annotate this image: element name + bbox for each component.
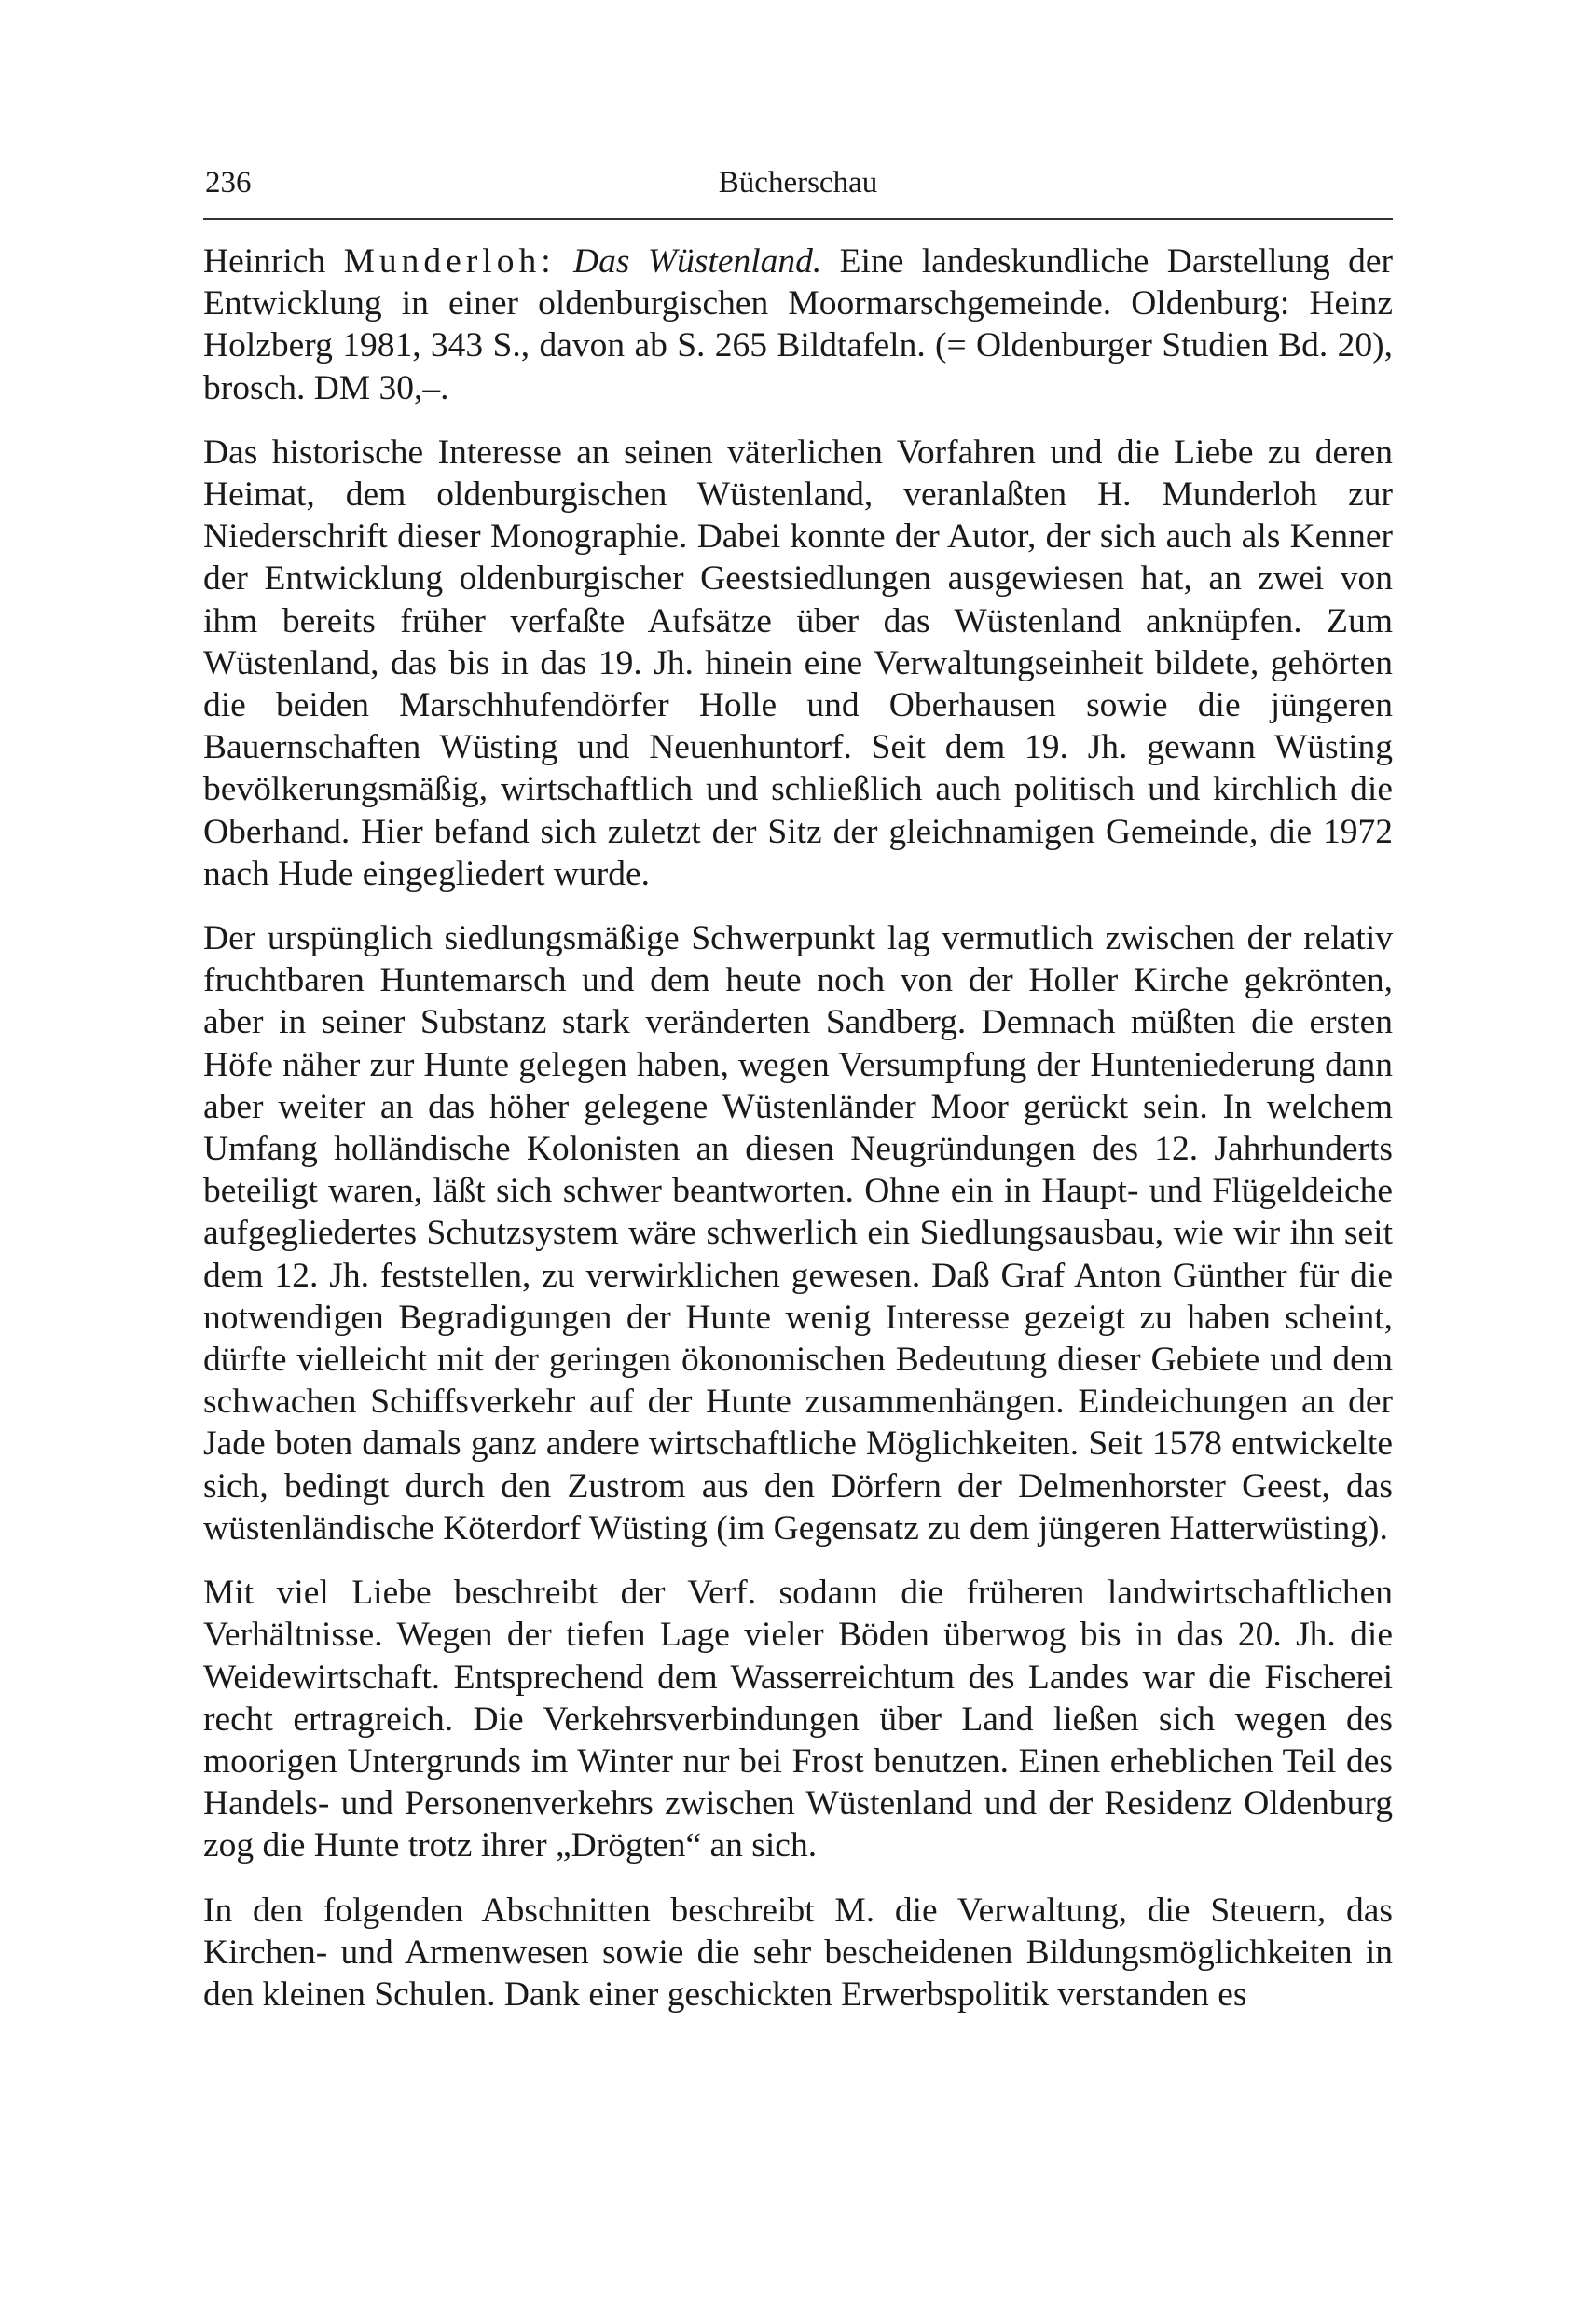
paragraph-3: Mit viel Liebe beschreibt der Verf. sodann die früheren landwirtschaftlichen Verhältnisse. Wegen der tiefen Lage vieler Böden überwog bis in das 20. Jh. die Weidewirtschaft. Entsprechend dem Wasserreichtum des Landes war die Fischerei recht ertragreich. Die Verkehrsverbindungen über Land ließen sich wegen des moorigen Untergrunds im Winter nur bei Frost benutzen. Einen erheblichen Teil des Handels- und Personenverkehrs zwischen Wüstenland und der Residenz Oldenburg zog die Hunte trotz ihrer „Drögten“ an sich. (203, 1574, 1393, 1865)
review-body (203, 241, 1393, 2016)
running-head (203, 158, 1393, 207)
header-rule (203, 218, 1393, 220)
paragraph-2: Der urspünglich siedlungsmäßige Schwerpunkt lag vermutlich zwischen der relativ fruchtbaren Huntemarsch und dem heute noch von der Holler Kirche gekrönten, aber in seiner Substanz stark veränderten Sandberg. Demnach müßten die ersten Höfe näher zur Hunte gelegen haben, wegen Versumpfung der Hunteniederung dann aber weiter an das höher gelegene Wüstenländer Moor gerückt sein. In welchem Umfang holländische Kolonisten an diesen Neugründungen des 12. Jahrhunderts beteiligt waren, läßt sich schwer beantworten. Ohne ein in Haupt- und Flügeldeiche aufgegliedertes Schutzsystem wäre schwerlich ein Siedlungsausbau, wie wir ihn seit dem 12. Jh. feststellen, zu verwirklichen gewesen. Daß Graf Anton Günther für die notwendigen Begradigungen der Hunte wenig Interesse gezeigt zu haben scheint, dürfte vielleicht mit der geringen ökonomischen Bedeutung dieser Gebiete und dem schwachen Schiffsverkehr auf der Hunte zusammenhängen. Eindeichungen an der Jade boten damals ganz andere wirtschaftliche Möglichkeiten. Seit 1578 entwickelte sich, bedingt durch den Zustrom aus den Dörfern der Delmenhorster Geest, das wüstenländische Köterdorf Wüsting (im Gegensatz zu dem jüngeren Hatterwüsting). (203, 919, 1393, 1548)
page-number: 236 (205, 166, 252, 200)
citation-details: Eine landeskundliche Darstellung der Entwicklung in einer oldenburgischen Moormarschgemeinde. Oldenburg: Heinz Holzberg 1981, 343 S., davon ab S. 265 Bildtafeln. (= Oldenburger Studien Bd. 20), brosch. DM 30,–. (203, 242, 1393, 407)
author-last-name: Munderloh: (343, 242, 556, 281)
paragraph-1: Das historische Interesse an seinen väterlichen Vorfahren und die Liebe zu deren Heimat, dem oldenburgischen Wüstenland, veranlaßten H. Munderloh zur Niederschrift dieser Monographie. Dabei konnte der Autor, der sich auch als Kenner der Entwicklung oldenburgischer Geestsiedlungen ausgewiesen hat, an zwei von ihm bereits früher verfaßte Aufsätze über das Wüstenland anknüpfen. Zum Wüstenland, das bis in das 19. Jh. hinein eine Verwaltungseinheit bildete, gehörten die beiden Marschhufendörfer Holle und Oberhausen sowie die jüngeren Bauernschaften Wüsting und Neuenhuntorf. Seit dem 19. Jh. gewann Wüsting bevölkerungsmäßig, wirtschaftlich und schließlich auch politisch und kirchlich die Oberhand. Hier befand sich zuletzt der Sitz der gleichnamigen Gemeinde, die 1972 nach Hude eingegliedert wurde. (203, 433, 1393, 893)
author-first-name: Heinrich (203, 242, 326, 281)
section-title: Bücherschau (718, 166, 878, 200)
book-title: Das Wüstenland. (573, 242, 822, 281)
citation (203, 241, 1393, 409)
paragraph-4: In den folgenden Abschnitten beschreibt M. die Verwaltung, die Steuern, das Kirchen- und Armenwesen sowie die sehr bescheidenen Bildungsmöglichkeiten in den kleinen Schulen. Dank einer geschickten Erwerbspolitik verstanden es (203, 1891, 1393, 2014)
book-page (203, 158, 1393, 2038)
